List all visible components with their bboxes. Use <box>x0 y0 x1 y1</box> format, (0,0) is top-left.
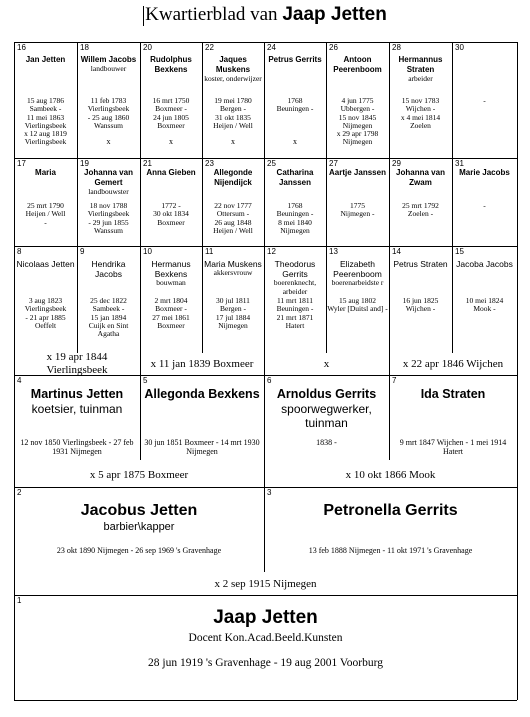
date-line: 23 okt 1890 Nijmegen - 26 sep 1969 's Gravenhage <box>56 546 222 555</box>
date-line: 13 feb 1888 Nijmegen - 11 okt 1971 's Gravenhage <box>308 546 473 555</box>
date-line <box>265 114 325 122</box>
ahnentafel-number: 14 <box>392 247 401 256</box>
date-line: Boxmeer <box>157 320 185 330</box>
marriage-record: x 5 apr 1875 Boxmeer <box>89 469 189 481</box>
person-cell <box>264 375 389 460</box>
grid-line <box>140 353 141 375</box>
person-occupation: bouwman <box>156 278 186 287</box>
person-name: Elizabeth Peerenboom <box>333 259 382 279</box>
person-name: Martinus Jetten <box>30 387 124 401</box>
person-cell <box>202 246 264 353</box>
person-cell <box>389 158 452 246</box>
person-name: Ida Straten <box>420 387 486 401</box>
date-line: Zoelen <box>410 120 431 130</box>
page-title <box>0 4 530 26</box>
person-name: Hermanus Bexkens <box>151 259 191 279</box>
dates-block <box>390 202 451 219</box>
date-line: 2 mrt 1804 <box>154 296 188 305</box>
dates-block <box>203 297 263 330</box>
dates-block <box>453 297 516 314</box>
dates-block <box>453 97 516 105</box>
person-cell <box>389 375 517 460</box>
date-line: 25 mrt 1792 <box>402 201 439 210</box>
date-line: 9 mrt 1847 Wijchen - 1 mei 1914 Hatert <box>399 438 507 456</box>
date-line: Cuijk en Sint <box>88 320 129 330</box>
person-name: Rudolphus Bexkens <box>150 55 192 74</box>
date-line: 15 nov 1845 <box>338 112 377 122</box>
date-line: Vierlingsbeek <box>24 137 67 147</box>
ahnentafel-number: 24 <box>267 43 276 52</box>
dates-block <box>327 202 388 219</box>
date-line: Bergen - <box>220 304 246 314</box>
person-occupation: koetsier, tuinman <box>31 402 123 416</box>
date-line: Nijmegen <box>342 120 373 130</box>
person-cell <box>140 42 202 158</box>
marriage-record: x 2 sep 1915 Nijmegen <box>214 578 317 590</box>
date-line: - <box>483 96 486 105</box>
person-name: Marie Jacobs <box>459 168 510 177</box>
person-name: Jaap Jetten <box>213 607 318 628</box>
person-cell <box>140 158 202 246</box>
dates-block <box>78 297 139 338</box>
date-line: x 12 aug 1819 <box>24 129 67 139</box>
date-line: Nijmegen <box>342 137 373 147</box>
date-line: Vierlingsbeek <box>87 209 130 219</box>
date-line: Vierlingsbeek <box>87 104 130 114</box>
ahnentafel-number: 27 <box>329 159 338 168</box>
date-line: 15 nov 1783 <box>401 96 440 105</box>
date-line: Sambeek - <box>29 104 62 114</box>
dates-block <box>265 202 325 235</box>
ahnentafel-number: 29 <box>392 159 401 168</box>
person-cell <box>452 246 517 353</box>
title-prefix: Kwartierblad van <box>145 4 278 25</box>
date-line: 15 jan 1894 <box>90 312 127 322</box>
date-line: 1772 - <box>161 201 181 210</box>
ahnentafel-number: 22 <box>205 43 214 52</box>
date-line: Boxmeer <box>157 217 185 227</box>
dates-block <box>141 97 201 146</box>
date-line: 25 mrt 1790 <box>27 201 64 210</box>
date-line: 4 jun 1775 <box>341 96 374 105</box>
name-block <box>18 387 136 416</box>
name-block <box>144 387 260 402</box>
name-block <box>393 387 513 402</box>
ahnentafel-number: 20 <box>143 43 152 52</box>
person-name: Maria <box>35 168 56 177</box>
person-name: Petronella Gerrits <box>323 502 458 519</box>
person-cell <box>264 487 517 572</box>
person-name: Petrus Gerrits <box>268 55 322 64</box>
date-line: Beuningen - <box>276 104 314 114</box>
person-name: Johanna van Gemert <box>84 168 133 187</box>
name-block <box>391 259 450 269</box>
name-block <box>79 168 138 197</box>
date-line: 26 aug 1848 <box>214 217 252 227</box>
dates-block <box>390 97 451 130</box>
name-block <box>328 55 387 75</box>
dates-block <box>141 297 201 330</box>
ahnentafel-number: 11 <box>205 247 214 256</box>
date-line: Ubbergen - <box>340 104 375 114</box>
person-name: Hendrika Jacobs <box>91 259 126 279</box>
ahnentafel-number: 12 <box>267 247 276 256</box>
date-line: 24 jun 1805 <box>153 112 189 122</box>
date-line: Mook - <box>473 304 496 314</box>
person-cell <box>14 246 77 353</box>
date-line: - <box>483 201 486 210</box>
ahnentafel-number: 30 <box>455 43 464 52</box>
date-line: Heijen / Well <box>213 120 253 130</box>
date-line: 8 mei 1840 <box>278 217 312 227</box>
date-line: - 29 jun 1855 <box>88 217 129 227</box>
date-line: - <box>44 217 47 227</box>
person-cell <box>202 42 264 158</box>
dates-block <box>327 297 388 314</box>
grid-line <box>517 42 518 700</box>
person-cell <box>452 42 517 158</box>
ahnentafel-number: 5 <box>143 376 148 385</box>
person-occupation: boerenarbeidste r <box>331 278 384 287</box>
date-line: Vierlingsbeek <box>24 304 67 314</box>
date-line: Sambeek - <box>92 304 125 314</box>
date-line: 3 aug 1823 <box>28 296 63 305</box>
ahnentafel-number: 10 <box>143 247 152 256</box>
person-name: Nicolaas Jetten <box>16 259 75 269</box>
person-name: Petrus Straten <box>393 259 448 269</box>
dates-block <box>15 202 76 227</box>
date-line: 30 jul 1811 <box>216 296 250 305</box>
date-line: Boxmeer - <box>155 304 187 314</box>
person-cell <box>77 246 140 353</box>
person-cell <box>452 158 517 246</box>
ahnentafel-number: 3 <box>267 488 272 497</box>
ahnentafel-number: 1 <box>17 596 22 605</box>
ahnentafel-number: 6 <box>267 376 272 385</box>
name-block <box>16 259 75 269</box>
person-name: Theodorus Gerrits <box>274 259 316 279</box>
date-line: - 25 aug 1860 <box>87 112 130 122</box>
grid-line <box>389 353 390 375</box>
dates-block <box>265 97 325 146</box>
person-cell <box>326 246 389 353</box>
date-line: 25 dec 1822 <box>90 296 127 305</box>
person-occupation: landbouwer <box>90 64 127 73</box>
ahnentafel-number: 17 <box>17 159 26 168</box>
person-cell <box>202 158 264 246</box>
person-name: Hermannus Straten <box>398 55 443 74</box>
dates-block <box>15 297 76 330</box>
date-line: Hatert <box>285 320 305 330</box>
date-line: 12 nov 1850 Vierlingsbeek - 27 feb 1931 Nijmegen <box>20 438 134 456</box>
name-block <box>18 501 260 534</box>
marriage-record: x <box>323 358 330 370</box>
person-occupation: landbouwster <box>88 187 129 196</box>
date-line: 21 mrt 1871 <box>276 312 314 322</box>
person-cell <box>14 158 77 246</box>
date-line: Heijen / Well <box>213 225 253 235</box>
date-line: 27 mei 1861 <box>152 312 190 322</box>
ahnentafel-number: 8 <box>17 247 22 256</box>
date-line: 1775 <box>350 201 365 210</box>
ahnentafel-number: 13 <box>329 247 338 256</box>
date-line: Wanssum <box>94 120 123 130</box>
person-occupation: boerenknecht, arbeider <box>273 278 317 296</box>
marriage-record: x 19 apr 1844 Vierlingsbeek <box>46 351 108 376</box>
name-block <box>391 55 450 84</box>
date-line: 17 jul 1884 <box>215 312 251 322</box>
date-line: Beuningen - <box>276 209 314 219</box>
ahnentafel-number: 28 <box>392 43 401 52</box>
date-line: 11 mei 1863 <box>26 112 65 122</box>
date-line <box>265 122 325 130</box>
ahnentafel-number: 31 <box>455 159 464 168</box>
date-line: Boxmeer - <box>155 104 187 114</box>
name-block <box>328 168 387 178</box>
name-block <box>204 55 262 84</box>
date-line: 30 okt 1834 <box>153 209 189 219</box>
date-line: 22 nov 1777 <box>214 201 252 210</box>
date-line: 19 mei 1780 <box>214 96 252 105</box>
person-name: Maria Muskens <box>204 259 262 269</box>
date-line: 30 jun 1851 Boxmeer - 14 mrt 1930 Nijmegen <box>144 438 260 456</box>
date-line: Wijchen - <box>405 104 436 114</box>
person-cell <box>77 158 140 246</box>
person-cell <box>14 375 140 460</box>
person-cell <box>14 595 517 700</box>
person-cell <box>140 375 264 460</box>
date-line: Nijmegen <box>280 225 310 235</box>
date-line: 11 feb 1783 <box>90 96 127 105</box>
dates-block <box>203 202 263 235</box>
date-line: 1838 - <box>316 438 337 447</box>
person-name: Allegonda Bexkens <box>144 387 260 401</box>
date-line: - 21 apr 1885 <box>25 312 66 322</box>
marriage-record: x 10 okt 1866 Mook <box>345 469 436 481</box>
dates-block <box>265 297 325 330</box>
dates-block <box>15 97 76 147</box>
person-occupation: barbier\kapper <box>103 521 175 533</box>
date-line: x 4 mei 1814 <box>400 112 441 122</box>
person-cell <box>389 42 452 158</box>
date-line: Agatha <box>97 329 120 339</box>
ahnentafel-number: 4 <box>17 376 22 385</box>
name-block <box>142 168 200 178</box>
name-block <box>268 387 385 430</box>
date-line: 16 jun 1825 <box>402 296 439 305</box>
ahnentafel-number: 21 <box>143 159 152 168</box>
name-block <box>454 168 515 178</box>
person-occupation: spoorwegwerker, tuinman <box>281 402 372 430</box>
ahnentafel-number: 19 <box>80 159 89 168</box>
grid-line <box>14 700 517 701</box>
person-name: Catharina Janssen <box>276 168 314 187</box>
name-block <box>266 259 324 296</box>
person-name: Jan Jetten <box>25 55 66 64</box>
name-block <box>266 168 324 188</box>
person-name: Allegonde Nijendijck <box>213 168 253 187</box>
date-line: 10 mei 1824 <box>465 296 504 305</box>
person-name: Antoon Peerenboom <box>333 55 382 74</box>
person-cell <box>326 42 389 158</box>
ahnentafel-number: 9 <box>80 247 85 256</box>
date-line: Wyler [Duitsl and] - <box>327 304 388 314</box>
dates-block <box>78 97 139 146</box>
person-cell <box>389 246 452 353</box>
person-name: Jaques Muskens <box>215 55 251 74</box>
ahnentafel-number: 2 <box>17 488 22 497</box>
ahnentafel-number: 16 <box>17 43 26 52</box>
date-line: 16 mrt 1750 <box>152 96 190 105</box>
name-block <box>204 168 262 188</box>
dates-block <box>203 97 263 146</box>
date-line: Wijchen - <box>405 304 436 314</box>
person-occupation: Docent Kon.Acad.Beeld.Kunsten <box>188 632 343 644</box>
marriage-mark: x <box>169 137 173 147</box>
date-line: Ottersum - <box>216 209 250 219</box>
date-line: x 29 apr 1798 <box>336 129 379 139</box>
person-name: Arnoldus Gerrits <box>276 387 377 401</box>
person-occupation: akkersvrouw <box>213 268 253 277</box>
date-line: Beuningen - <box>276 304 314 314</box>
ahnentafel-number: 18 <box>80 43 89 52</box>
dates-block <box>78 202 139 235</box>
marriage-mark: x <box>293 136 297 146</box>
date-line: 15 aug 1786 <box>26 96 65 105</box>
name-block <box>266 55 324 65</box>
date-line: Vierlingsbeek <box>24 120 67 130</box>
date-line: 28 jun 1919 's Gravenhage - 19 aug 2001 Voorburg <box>148 657 383 669</box>
grid-line <box>264 460 265 487</box>
person-name: Willem Jacobs <box>80 55 137 64</box>
ahnentafel-number: 26 <box>329 43 338 52</box>
date-line: 15 aug 1802 <box>338 296 377 305</box>
name-block <box>16 55 75 65</box>
name-block <box>391 168 450 188</box>
person-cell <box>264 246 326 353</box>
date-line: 31 okt 1835 <box>215 112 251 122</box>
ahnentafel-number: 25 <box>267 159 276 168</box>
marriage-record: x 22 apr 1846 Wijchen <box>402 358 504 370</box>
date-line: Boxmeer <box>157 120 185 130</box>
dates-block <box>390 297 451 314</box>
dates-block <box>141 202 201 227</box>
person-name: Jacobus Jetten <box>80 502 198 519</box>
date-line: Bergen - <box>220 104 246 114</box>
name-block <box>16 168 75 178</box>
name-block <box>204 259 262 278</box>
date-line: Zoelen - <box>407 209 434 219</box>
person-occupation: koster, onderwijzer <box>204 74 262 83</box>
person-cell <box>264 158 326 246</box>
person-cell <box>14 487 264 572</box>
text-cursor <box>143 6 144 26</box>
name-block <box>454 259 515 269</box>
date-line: Wanssum <box>94 225 123 235</box>
person-name: Anna Gieben <box>146 168 196 177</box>
date-line: Nijmegen - <box>340 209 375 219</box>
ahnentafel-number: 23 <box>205 159 214 168</box>
person-name: Aartje Janssen <box>329 168 386 177</box>
person-cell <box>264 42 326 158</box>
person-name: Johanna van Zwam <box>396 168 445 187</box>
marriage-mark: x <box>231 137 235 147</box>
person-cell <box>14 42 77 158</box>
person-cell <box>140 246 202 353</box>
name-block <box>79 55 138 74</box>
person-occupation: arbeider <box>408 74 433 83</box>
ahnentafel-number: 7 <box>392 376 397 385</box>
name-block <box>328 259 387 288</box>
name-block <box>268 501 513 521</box>
title-name: Jaap Jetten <box>282 4 387 25</box>
dates-block <box>327 97 388 147</box>
date-line: Nijmegen <box>218 320 248 330</box>
date-line: 11 mrt 1811 <box>276 296 314 305</box>
marriage-mark: x <box>106 137 111 147</box>
date-line: 18 nov 1788 <box>89 201 128 210</box>
name-block <box>142 55 200 75</box>
date-line: 1768 <box>287 201 303 210</box>
grid-line <box>264 353 265 375</box>
dates-block <box>453 202 516 210</box>
date-line: Heijen / Well <box>25 209 66 219</box>
person-name: Jacoba Jacobs <box>456 259 513 269</box>
person-cell <box>77 42 140 158</box>
person-cell <box>326 158 389 246</box>
name-block <box>79 259 138 279</box>
ahnentafel-number: 15 <box>455 247 464 256</box>
name-block <box>142 259 200 288</box>
date-line: 1768 <box>287 96 303 105</box>
marriage-record: x 11 jan 1839 Boxmeer <box>150 358 254 370</box>
date-line: Oeffelt <box>34 320 57 330</box>
